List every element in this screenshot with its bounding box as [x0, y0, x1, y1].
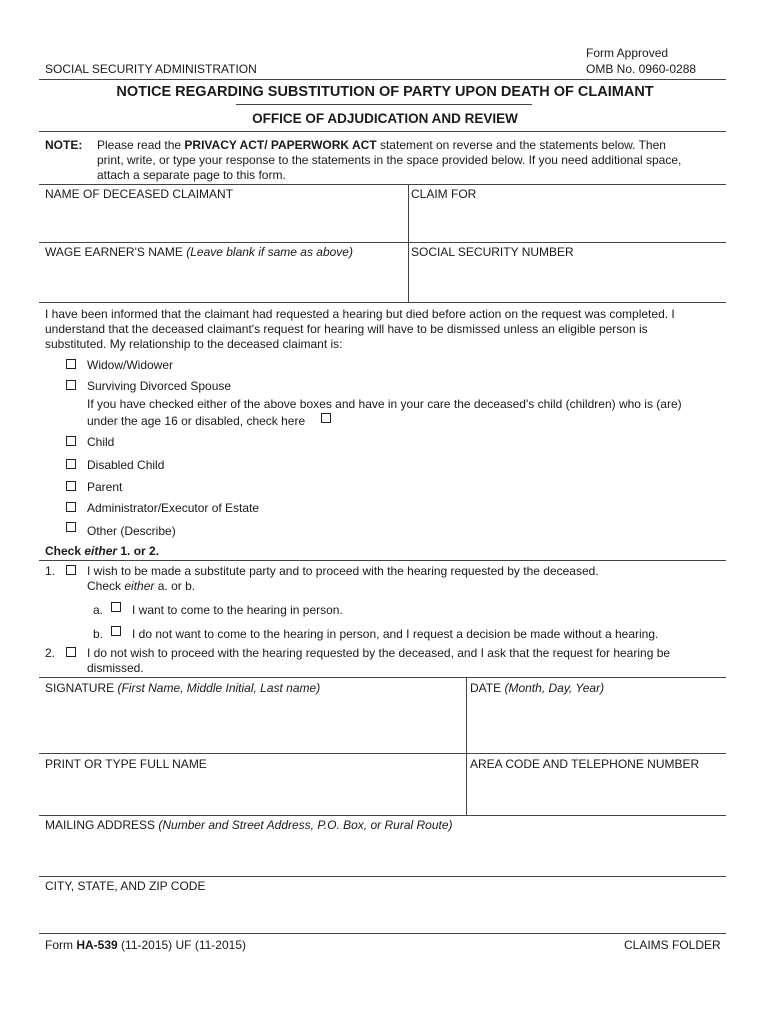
statement-line-1: I have been informed that the claimant had requested a hearing but died before action on the request was completed. I [45, 307, 675, 321]
check-either-instruction: Check either 1. or 2. [45, 544, 160, 558]
ssn-label: SOCIAL SECURITY NUMBER [411, 245, 574, 259]
wage-earner-label: WAGE EARNER'S NAME (Leave blank if same as above) [45, 245, 353, 259]
ssn-field[interactable] [410, 260, 725, 300]
note-line-2: print, write, or type your response to the statements in the space provided below. If you need additional space, [97, 153, 682, 167]
date-label: DATE (Month, Day, Year) [470, 681, 605, 695]
other-checkbox[interactable] [66, 522, 76, 532]
option-2-checkbox[interactable] [66, 647, 76, 657]
widow-checkbox[interactable] [66, 359, 76, 369]
phone-field[interactable] [468, 773, 725, 813]
title-underline [236, 104, 532, 105]
agency-name: SOCIAL SECURITY ADMINISTRATION [45, 62, 257, 76]
other-label: Other (Describe) [87, 524, 176, 538]
parent-label: Parent [87, 480, 123, 494]
option-1-checkbox[interactable] [66, 565, 76, 575]
option-2-label-line-2: dismissed. [87, 661, 144, 675]
option-1-label: I wish to be made a substitute party and to proceed with the hearing requested by the deceased. [87, 564, 599, 578]
city-state-zip-field[interactable] [40, 895, 725, 931]
city-state-zip-label: CITY, STATE, AND ZIP CODE [45, 879, 206, 893]
date-field[interactable] [468, 697, 725, 752]
option-a-label: I want to come to the hearing in person. [132, 603, 343, 617]
divorced-spouse-label: Surviving Divorced Spouse [87, 379, 232, 393]
option-2-label-line-1: I do not wish to proceed with the hearing requested by the deceased, and I ask that the request for hearing be [87, 646, 671, 660]
mailing-address-field[interactable] [40, 834, 725, 874]
form-title: NOTICE REGARDING SUBSTITUTION OF PARTY UPON DEATH OF CLAIMANT [116, 84, 654, 100]
child-label: Child [87, 435, 115, 449]
form-number: Form HA-539 (11-2015) UF (11-2015) [45, 938, 246, 952]
mailing-address-label: MAILING ADDRESS (Number and Street Address, P.O. Box, or Rural Route) [45, 818, 453, 832]
administrator-checkbox[interactable] [66, 502, 76, 512]
note-line-1: Please read the PRIVACY ACT/ PAPERWORK ACT statement on reverse and the statements below. Then [97, 138, 666, 152]
option-a-checkbox[interactable] [111, 602, 121, 612]
subtitle-divider [39, 131, 726, 132]
form-approved-text: Form Approved [586, 46, 669, 60]
claim-for-field[interactable] [410, 202, 725, 240]
statement-line-2: understand that the deceased claimant's request for hearing will have to be dismissed unless an eligible person is [45, 322, 648, 336]
disabled-child-checkbox[interactable] [66, 459, 76, 469]
option-a-letter: a. [93, 603, 104, 617]
sub-option-instruction: Check either a. or b. [87, 579, 196, 593]
parent-checkbox[interactable] [66, 481, 76, 491]
claim-for-label: CLAIM FOR [411, 187, 477, 201]
wage-earner-field[interactable] [40, 260, 406, 300]
child-care-note-2: under the age 16 or disabled, check here [87, 414, 306, 428]
statement-line-3: substituted. My relationship to the deceased claimant is: [45, 337, 343, 351]
note-line-3: attach a separate page to this form. [97, 168, 286, 182]
deceased-name-label: NAME OF DECEASED CLAIMANT [45, 187, 234, 201]
print-name-label: PRINT OR TYPE FULL NAME [45, 757, 207, 771]
option-b-letter: b. [93, 627, 104, 641]
privacy-act-reference: PRIVACY ACT/ PAPERWORK ACT [184, 138, 377, 152]
omb-number: OMB No. 0960-0288 [586, 62, 697, 76]
disabled-child-label: Disabled Child [87, 458, 165, 472]
header-divider [39, 79, 726, 80]
child-care-note-1: If you have checked either of the above boxes and have in your care the deceased's child (children) who is (are) [87, 397, 682, 411]
signature-label: SIGNATURE (First Name, Middle Initial, Last name) [45, 681, 321, 695]
print-name-field[interactable] [40, 773, 464, 813]
form-subtitle: OFFICE OF ADJUDICATION AND REVIEW [252, 111, 518, 126]
claims-folder-label: CLAIMS FOLDER [624, 938, 721, 952]
option-2-number: 2. [45, 646, 56, 660]
note-label: NOTE: [45, 138, 83, 152]
option-b-label: I do not want to come to the hearing in person, and I request a decision be made without a hearing. [132, 627, 659, 641]
administrator-label: Administrator/Executor of Estate [87, 501, 260, 515]
deceased-name-field[interactable] [40, 202, 406, 240]
child-checkbox[interactable] [66, 436, 76, 446]
signature-field[interactable] [40, 697, 464, 752]
child-in-care-checkbox[interactable] [321, 413, 331, 423]
divorced-spouse-checkbox[interactable] [66, 380, 76, 390]
option-b-checkbox[interactable] [111, 626, 121, 636]
widow-label: Widow/Widower [87, 358, 174, 372]
option-1-number: 1. [45, 564, 56, 578]
phone-label: AREA CODE AND TELEPHONE NUMBER [470, 757, 700, 771]
